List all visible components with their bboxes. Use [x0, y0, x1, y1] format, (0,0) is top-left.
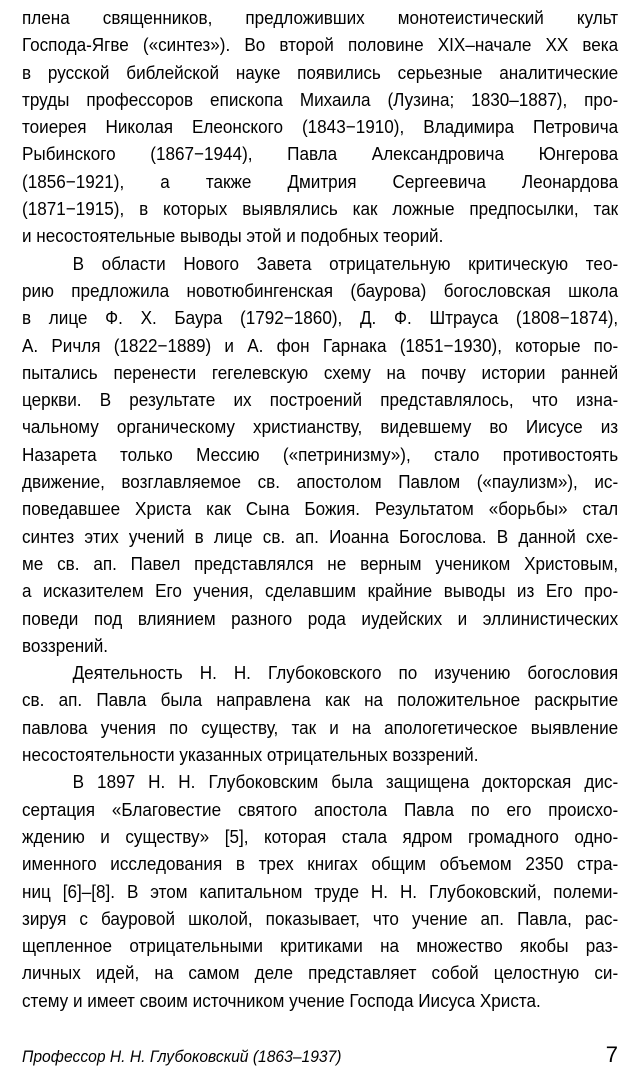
text-line: поведи под влиянием разного рода иудейских и эллинистических: [22, 607, 619, 629]
text-line: св. ап. Павла была направлена как на положительное раскрытие: [22, 689, 619, 711]
text-line: Господа-Ягве («синтез»). Во второй половине XIX–начале XX века: [22, 34, 619, 56]
text-line: Деятельность Н. Н. Глубоковского по изучению богословия: [72, 662, 619, 684]
text-line: рию предложила новотюбингенская (баурова) богословская школа: [22, 279, 619, 301]
text-line: плена священников, предложивших монотеистический культ: [22, 7, 619, 28]
text-line: Рыбинского (1867−1944), Павла Александровича Юнгерова: [22, 143, 619, 165]
text-line: А. Ричля (1822−1889) и А. фон Гарнака (1851−1930), которые по-: [22, 334, 619, 356]
running-footer-caption: Профессор Н. Н. Глубоковский (1863–1937): [22, 1047, 342, 1066]
text-line: синтез этих учений в лице св. ап. Иоанна Богослова. В данной схе-: [22, 525, 619, 547]
text-line: именного исследования в трех книгах общим объемом 2350 стра-: [22, 853, 619, 875]
text-line: личных идей, на самом деле представляет собой целостную си-: [22, 962, 619, 984]
text-line: павлова учения по существу, так и на апологетическое выявление: [22, 716, 619, 738]
text-line: в русской библейской науке появились серьезные аналитические: [22, 61, 619, 83]
text-line: щепленное отрицательными критиками на множество якобы раз-: [22, 935, 619, 957]
text-line: стему и имеет своим источником учение Господа Иисуса Христа.: [22, 989, 541, 1011]
text-line: пытались перенести гегелевскую схему на почву истории ранней: [22, 361, 619, 383]
text-line: ме св. ап. Павел представлялся не верным учеником Христовым,: [22, 552, 619, 574]
page-footer: [22, 1044, 618, 1072]
text-line: сертация «Благовестие святого апостола Павла по его происхо-: [22, 798, 619, 820]
text-line: (1871−1915), в которых выявлялись как ложные предпосылки, так: [22, 198, 619, 220]
text-line: движение, возглавляемое св. апостолом Павлом («паулизм»), ис-: [22, 471, 619, 493]
page-number: 7: [605, 1042, 618, 1067]
text-line: ниц [6]–[8]. В этом капитальном труде Н. Н. Глубоковский, полеми-: [22, 880, 619, 902]
text-line: воззрений.: [22, 634, 109, 656]
text-line: В 1897 Н. Н. Глубоковским была защищена докторская дис-: [72, 771, 619, 793]
text-line: В области Нового Завета отрицательную критическую тео-: [72, 252, 619, 274]
text-line: поведавшее Христа как Сына Божия. Результатом «борьбы» стал: [22, 498, 619, 520]
text-line: тоиерея Николая Елеонского (1843−1910), Владимира Петровича: [22, 116, 619, 138]
text-line: (1856−1921), а также Дмитрия Сергеевича Леонардова: [22, 170, 619, 192]
text-line: церкви. В результате их построений представлялось, что изна-: [22, 389, 619, 411]
body-text: [22, 4, 618, 1014]
text-line: в лице Ф. Х. Баура (1792−1860), Д. Ф. Штрауса (1808−1874),: [22, 307, 619, 329]
text-line: Назарета только Мессию («петринизму»), стало противостоять: [22, 443, 619, 465]
text-line: зируя с бауровой школой, показывает, что учение ап. Павла, рас-: [22, 907, 619, 929]
text-line: ждению и существу» [5], которая стала ядром громадного одно-: [22, 825, 619, 847]
text-line: чальному органическому христианству, видевшему во Иисусе из: [22, 416, 619, 438]
text-line: труды профессоров епископа Михаила (Лузина; 1830–1887), про-: [22, 88, 619, 110]
text-line: и несостоятельные выводы этой и подобных теорий.: [22, 225, 444, 247]
text-line: а исказителем Его учения, сделавшим крайние выводы из Его про-: [22, 580, 619, 602]
text-line: несостоятельности указанных отрицательных воззрений.: [22, 744, 479, 766]
